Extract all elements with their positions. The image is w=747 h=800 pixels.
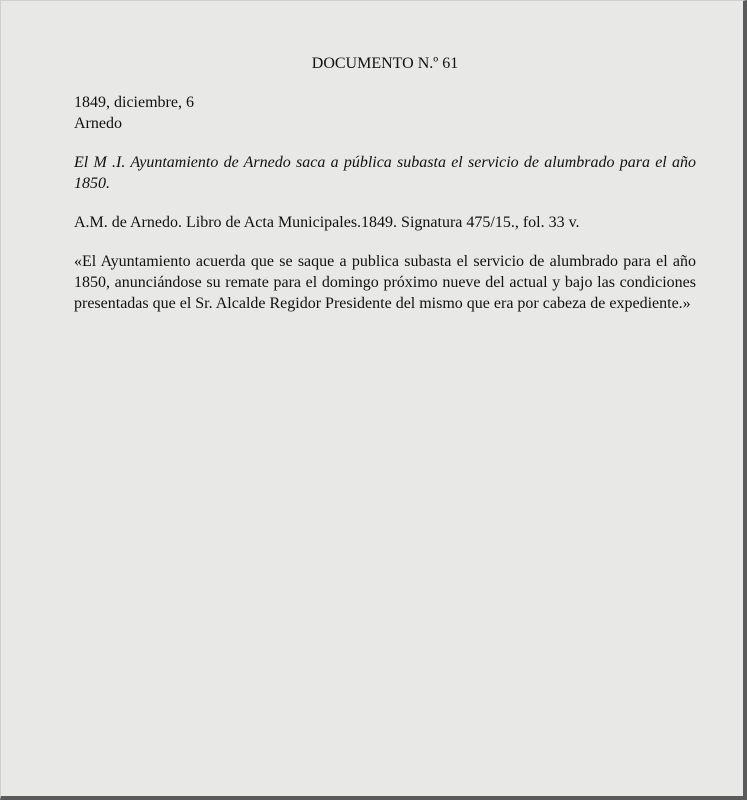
document-place: Arnedo (74, 115, 122, 132)
document-date: 1849, diciembre, 6 (74, 94, 194, 111)
document-source: A.M. de Arnedo. Libro de Acta Municipales.1849. Signatura 475/15., fol. 33 v. (74, 214, 580, 231)
document-body: «El Ayuntamiento acuerda que se saque a publica subasta el servicio de alumbrado para el año 1850, anunciándose su remate para el domingo próximo nueve del actual y bajo las condiciones presentadas que el Sr. Alcalde Regidor Presidente del mismo que era por cabeza de expediente.» (74, 253, 696, 312)
document-summary: El M .I. Ayuntamiento de Arnedo saca a pública subasta el servicio de alumbrado para el año 1850. (74, 154, 696, 192)
date-place-block (74, 92, 696, 134)
document-title: DOCUMENTO N.º 61 (311, 55, 459, 72)
document-content (74, 53, 696, 314)
